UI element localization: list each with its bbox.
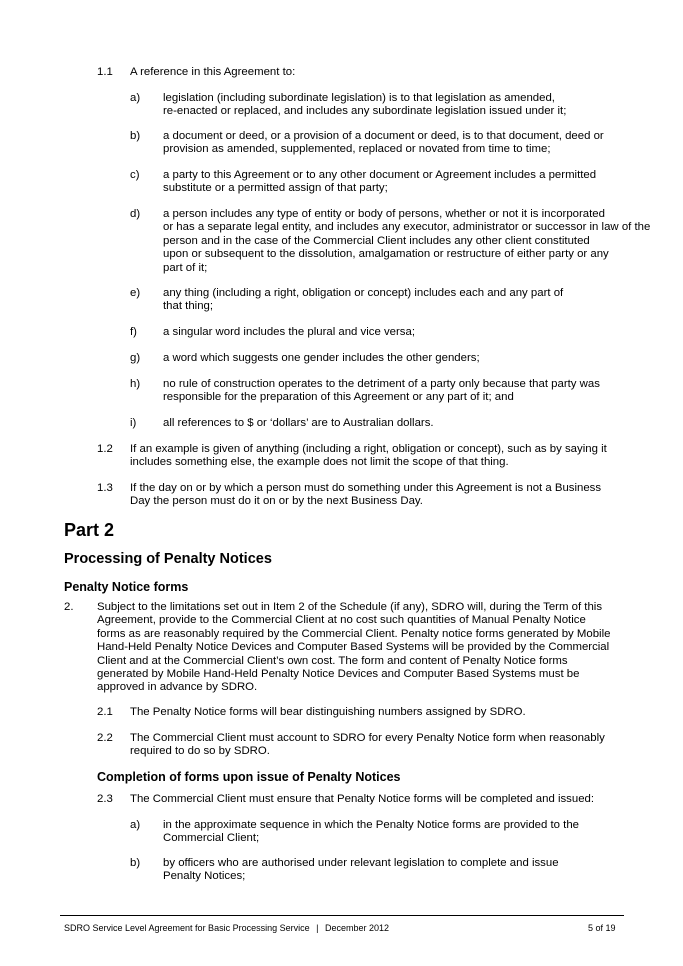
list-item-label: i) [130,417,137,429]
clause-number: 2.2 [97,732,113,744]
clause-text: The Penalty Notice forms will bear distinguishing numbers assigned by SDRO. [130,706,526,718]
list-item-label: e) [130,287,141,299]
clause-text: The Commercial Client must ensure that Penalty Notice forms will be completed and issued: [130,793,595,805]
list-item-text: no rule of construction operates to the detriment of a party only because that party was responsible for the preparation of this Agreement or any part of it; and [163,378,600,404]
clause-number: 2.3 [97,793,113,805]
clause-number: 1.1 [97,66,113,78]
clause-number: 1.3 [97,482,113,494]
list-item-text: any thing (including a right, obligation or concept) includes each and any part of that thing; [163,287,564,313]
list-item-text: all references to $ or ‘dollars’ are to Australian dollars. [163,417,434,429]
clause-number: 2. [64,601,74,613]
clause-text: If an example is given of anything (including a right, obligation or concept), such as by saying it includes something else, the example does not limit the scope of that thing. [130,443,607,469]
list-item-text: a singular word includes the plural and vice versa; [163,326,415,338]
part-heading: Part 2 [64,520,115,540]
footer-page-number: 5 of 19 [588,923,616,933]
list-item-label: a) [130,92,141,104]
subsection-heading: Penalty Notice forms [64,580,189,594]
clause-text: A reference in this Agreement to: [130,66,296,78]
list-item-label: c) [130,169,140,181]
list-item-label: h) [130,378,141,390]
list-item-label: g) [130,352,141,364]
list-item-label: d) [130,208,141,220]
list-item-text: a party to this Agreement or to any other document or Agreement includes a permitted substitute or a permitted assign of that party; [163,169,597,195]
clause-text: The Commercial Client must account to SDRO for every Penalty Notice form when reasonably required to do so by SDRO. [130,732,605,758]
section-heading: Processing of Penalty Notices [64,551,272,567]
list-item-text: a word which suggests one gender includes the other genders; [163,352,480,364]
clause-number: 2.1 [97,706,113,718]
footer-left [64,923,389,934]
list-item-text: a document or deed, or a provision of a document or deed, is to that document, deed or provision as amended, supplemented, replaced or novated from time to time; [163,130,604,156]
footer-rule [60,915,624,916]
clause-text: Subject to the limitations set out in Item 2 of the Schedule (if any), SDRO will, during the Term of this Agreement, provide to the Commercial Client at no cost such quantities of Manual Penalty Notice forms as are reasonably required by the Commercial Client. Penalty notice forms generated by Mobile Hand-Held Penalty Notice Devices and Computer Based Systems will be provided by the Commercial Client and at the Commercial Client’s own cost. The form and content of Penalty Notice forms generated by Mobile Hand-Held Penalty Notice Devices and Computer Based Systems must be approved in advance by SDRO. [97,601,611,694]
list-item-label: b) [130,130,141,142]
list-item-text: by officers who are authorised under relevant legislation to complete and issue Penalty Notices; [163,857,559,883]
subsection-heading: Completion of forms upon issue of Penalty Notices [97,770,401,784]
list-item-text: in the approximate sequence in which the Penalty Notice forms are provided to the Commercial Client; [163,819,579,845]
footer-separator: | [316,923,319,933]
list-item-text: a person includes any type of entity or body of persons, whether or not it is incorporated or has a separate legal entity, and includes any executor, administrator or successor in law of the person and in the case of the Commercial Client includes any other client constituted upon or subsequent to the dissolution, amalgamation or restructure of either party or any part of it; [163,208,651,274]
list-item-label: f) [130,326,137,338]
list-item-label: a) [130,819,141,831]
footer-date: December 2012 [324,923,390,933]
clause-text: If the day on or by which a person must do something under this Agreement is not a Business Day the person must do it on or by the next Business Day. [130,482,602,508]
footer-title: SDRO Service Level Agreement for Basic Processing Service [64,923,310,933]
list-item-text: legislation (including subordinate legislation) is to that legislation as amended, re-enacted or replaced, and includes any subordinate legislation issued under it; [163,92,567,118]
clause-number: 1.2 [97,443,113,455]
list-item-label: b) [130,857,141,869]
